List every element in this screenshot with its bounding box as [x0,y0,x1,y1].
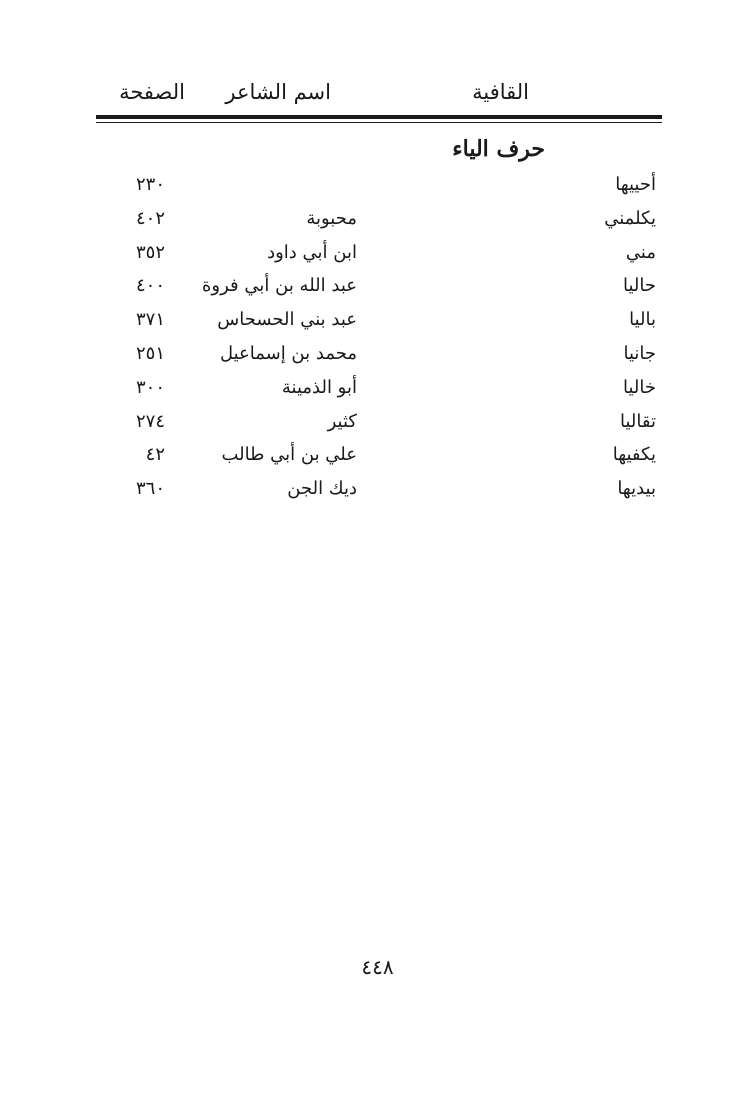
table-row [0,241,755,275]
page-cell: ٣٦٠ [135,478,165,500]
table-row [0,274,755,308]
poet-cell: علي بن أبي طالب [221,444,357,466]
page-cell: ٤٢ [145,444,165,466]
page-cell: ٢٥١ [135,342,165,364]
rhyme-cell: حاليا [622,275,656,297]
page-cell: ٣٧١ [135,309,165,331]
rhyme-cell: يكفيها [612,444,656,466]
rhyme-cell: جانيا [623,342,656,364]
header-divider-thick [96,115,662,119]
page-cell: ٣٠٠ [135,376,165,398]
header-rhyme: القافية [472,80,529,104]
table-row [0,443,755,477]
header-poet-name: اسم الشاعر [225,80,331,104]
table-row [0,207,755,241]
table-row [0,376,755,410]
poet-cell: كثير [327,410,357,432]
poet-cell: محبوبة [306,207,357,229]
poet-cell: ابن أبي داود [267,241,357,263]
index-table [0,173,755,511]
page-cell: ٣٥٢ [135,241,165,263]
table-row [0,308,755,342]
page-number: ٤٤٨ [361,955,394,979]
poet-cell: أبو الذمينة [281,376,357,398]
table-row [0,342,755,376]
rhyme-cell: خاليا [622,376,656,398]
rhyme-cell: يكلمني [604,207,656,229]
poet-cell: ديك الجن [287,478,357,500]
table-row [0,173,755,207]
header-divider-thin [96,122,662,123]
rhyme-cell: أحييها [615,174,656,195]
section-title: حرف الياء [452,136,545,162]
table-row [0,410,755,444]
page-cell: ٤٠٢ [135,207,165,229]
poet-cell: عبد الله بن أبي فروة [202,275,357,297]
page-cell: ٤٠٠ [135,275,165,297]
page-cell: ٢٧٤ [135,410,165,432]
poet-cell: عبد بني الحسحاس [217,309,357,331]
rhyme-cell: باليا [629,309,656,331]
table-row [0,477,755,511]
rhyme-cell: بيديها [617,478,656,500]
header-page: الصفحة [119,80,185,104]
rhyme-cell: مني [625,241,656,263]
rhyme-cell: تقاليا [620,410,656,432]
page-cell: ٢٣٠ [135,174,165,195]
poet-cell: محمد بن إسماعيل [219,342,357,364]
